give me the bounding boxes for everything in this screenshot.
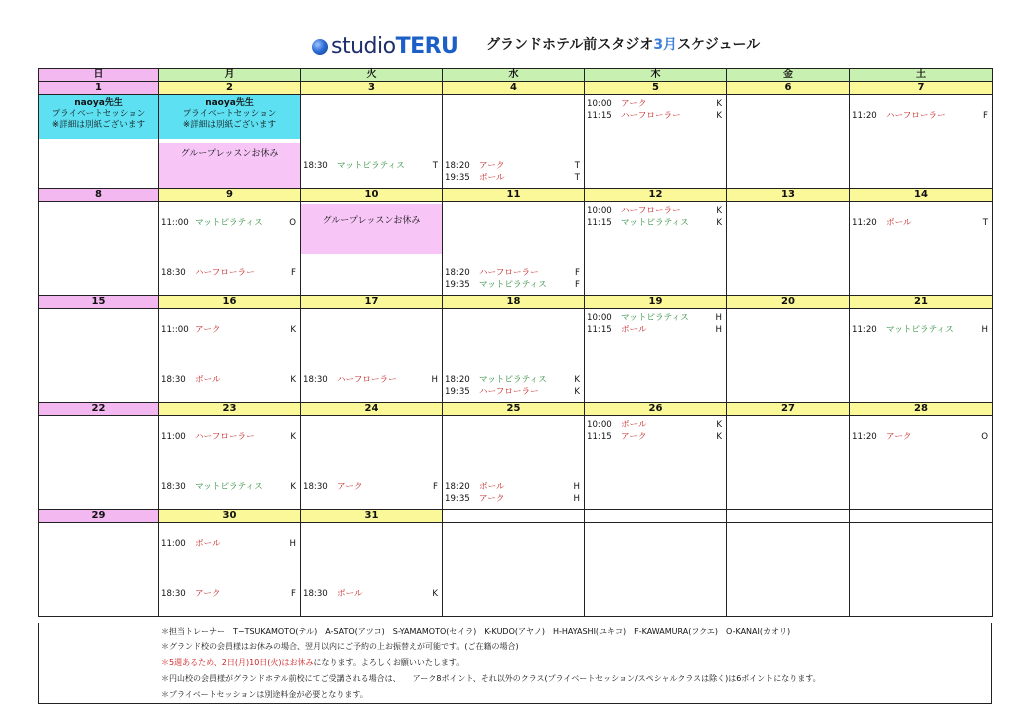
class-entry <box>587 432 722 443</box>
date-number: 22 <box>39 403 159 416</box>
day-cell <box>301 309 443 403</box>
note-private-fee: ＊プライベートセッションは別途料金が必要となります。 <box>161 690 368 699</box>
schedule-calendar <box>38 68 993 617</box>
instructor-code: F <box>433 482 438 492</box>
class-entry <box>445 375 580 386</box>
class-name: マットピラティス <box>621 218 689 228</box>
page-header <box>0 30 1024 66</box>
class-entry <box>303 482 438 493</box>
instructor-code: T <box>574 173 580 183</box>
instructor-code: K <box>290 375 296 385</box>
date-number: 26 <box>585 403 727 416</box>
class-entry <box>161 375 296 386</box>
class-entry <box>161 218 296 229</box>
class-time: 18:30 <box>161 375 186 385</box>
day-cell <box>443 416 585 510</box>
date-number: 3 <box>301 82 443 95</box>
day-cell <box>585 309 727 403</box>
date-number: 4 <box>443 82 585 95</box>
date-number: 1 <box>39 82 159 95</box>
private-session-line: プライベートセッション <box>182 109 277 119</box>
class-time: 11:20 <box>852 111 877 121</box>
instructor-code: K <box>574 375 580 385</box>
day-cell <box>443 202 585 296</box>
date-number: 16 <box>159 296 301 309</box>
class-entry <box>445 280 580 291</box>
class-time: 11:20 <box>852 218 877 228</box>
instructor-code: K <box>716 111 722 121</box>
day-cell <box>443 95 585 189</box>
instructor-code: H <box>431 375 438 385</box>
date-row <box>39 403 993 416</box>
class-entry <box>587 206 722 217</box>
date-number: 27 <box>727 403 850 416</box>
date-number: 11 <box>443 189 585 202</box>
instructor-code: K <box>716 218 722 228</box>
notes-section <box>38 623 992 704</box>
day-cell <box>39 309 159 403</box>
day-of-week-header: 日 <box>39 69 159 82</box>
class-entry <box>587 325 722 336</box>
class-entry <box>161 432 296 443</box>
day-cell <box>585 416 727 510</box>
day-cell <box>39 95 159 189</box>
group-lesson-closed-note: グループレッスンお休み <box>159 143 300 188</box>
class-time: 11::00 <box>161 325 189 335</box>
class-time: 18:20 <box>445 375 470 385</box>
class-time: 19:35 <box>445 494 470 504</box>
day-cell <box>585 523 727 617</box>
instructor-code: H <box>981 325 988 335</box>
day-cell <box>159 95 301 189</box>
class-time: 18:30 <box>303 375 328 385</box>
class-time: 18:30 <box>303 482 328 492</box>
class-time: 10:00 <box>587 206 612 216</box>
week-row <box>39 416 993 510</box>
class-entry <box>587 218 722 229</box>
date-number: 6 <box>727 82 850 95</box>
class-name: ハーフローラー <box>886 111 946 121</box>
day-of-week-header: 火 <box>301 69 443 82</box>
date-number: 9 <box>159 189 301 202</box>
day-of-week-header: 月 <box>159 69 301 82</box>
instructor-code: H <box>573 494 580 504</box>
class-entry <box>303 161 438 172</box>
class-name: マットピラティス <box>479 280 547 290</box>
date-row <box>39 296 993 309</box>
class-time: 18:30 <box>161 589 186 599</box>
day-cell <box>585 95 727 189</box>
date-number: 30 <box>159 510 301 523</box>
note-transfer: ＊グランド校の会員様はお休みの場合、翌月以内にご予約の上お振替えが可能です。(ご在籍の場合) <box>161 642 519 651</box>
class-time: 11:20 <box>852 325 877 335</box>
day-of-week-header: 木 <box>585 69 727 82</box>
date-number: 2 <box>159 82 301 95</box>
class-entry <box>303 589 438 600</box>
class-time: 18:20 <box>445 268 470 278</box>
logo-text: studioTERU <box>331 34 459 59</box>
class-entry <box>852 432 988 443</box>
instructor-code: F <box>291 589 296 599</box>
studio-logo <box>312 34 458 59</box>
class-entry <box>161 268 296 279</box>
date-number: 15 <box>39 296 159 309</box>
class-name: ボール <box>621 420 647 430</box>
class-time: 11:15 <box>587 111 612 121</box>
day-cell <box>301 523 443 617</box>
day-cell <box>39 523 159 617</box>
class-entry <box>303 375 438 386</box>
class-time: 11:15 <box>587 325 612 335</box>
date-number: 29 <box>39 510 159 523</box>
class-name: アーク <box>886 432 912 442</box>
class-entry <box>445 161 580 172</box>
class-name: ハーフローラー <box>621 111 681 121</box>
class-time: 18:30 <box>303 161 328 171</box>
date-number: 31 <box>301 510 443 523</box>
class-time: 11:00 <box>161 539 186 549</box>
date-number: 24 <box>301 403 443 416</box>
class-entry <box>161 482 296 493</box>
day-cell <box>727 95 850 189</box>
class-name: ボール <box>195 539 221 549</box>
class-entry <box>852 218 988 229</box>
class-name: アーク <box>621 99 647 109</box>
class-time: 19:35 <box>445 280 470 290</box>
instructor-code: H <box>715 313 722 323</box>
date-number: 20 <box>727 296 850 309</box>
private-session-line: ※詳細は別紙ございます <box>51 120 146 130</box>
class-time: 18:30 <box>161 482 186 492</box>
date-number: 7 <box>850 82 993 95</box>
day-cell <box>443 309 585 403</box>
class-name: アーク <box>195 589 221 599</box>
instructor-code: K <box>290 432 296 442</box>
class-time: 11::00 <box>161 218 189 228</box>
class-time: 11:15 <box>587 432 612 442</box>
class-name: アーク <box>195 325 221 335</box>
class-name: ボール <box>479 173 505 183</box>
week-row <box>39 95 993 189</box>
class-entry <box>587 111 722 122</box>
date-number: 12 <box>585 189 727 202</box>
class-name: ボール <box>337 589 363 599</box>
class-time: 11:00 <box>161 432 186 442</box>
date-number: 18 <box>443 296 585 309</box>
date-number: 28 <box>850 403 993 416</box>
class-name: アーク <box>621 432 647 442</box>
day-of-week-header: 金 <box>727 69 850 82</box>
day-cell <box>850 416 993 510</box>
instructor-code: F <box>291 268 296 278</box>
class-name: アーク <box>479 161 505 171</box>
instructor-code: K <box>716 99 722 109</box>
class-name: ハーフローラー <box>479 268 539 278</box>
date-number: 8 <box>39 189 159 202</box>
day-of-week-header: 土 <box>850 69 993 82</box>
class-entry <box>587 420 722 431</box>
note-holiday: ＊5週あるため、2日(月)10日(火)はお休みになります。よろしくお願いいたします。 <box>161 658 465 667</box>
day-cell <box>159 309 301 403</box>
group-lesson-closed-note: グループレッスンお休み <box>301 204 442 254</box>
day-cell <box>443 523 585 617</box>
class-entry <box>587 99 722 110</box>
class-time: 19:35 <box>445 387 470 397</box>
private-session-line: naoya先生 <box>74 98 123 108</box>
class-time: 11:20 <box>852 432 877 442</box>
class-entry <box>161 589 296 600</box>
day-cell <box>159 202 301 296</box>
class-entry <box>445 494 580 505</box>
class-time: 10:00 <box>587 313 612 323</box>
class-time: 11:15 <box>587 218 612 228</box>
day-cell <box>850 309 993 403</box>
page-title: グランドホテル前スタジオ3月スケジュール <box>486 37 761 53</box>
day-cell <box>39 416 159 510</box>
instructor-code: O <box>289 218 296 228</box>
class-entry <box>161 325 296 336</box>
class-entry <box>445 387 580 398</box>
date-number: 13 <box>727 189 850 202</box>
day-of-week-row <box>39 69 993 82</box>
class-name: マットピラティス <box>479 375 547 385</box>
day-cell <box>850 523 993 617</box>
class-name: ボール <box>479 482 505 492</box>
class-entry <box>852 325 988 336</box>
day-cell <box>301 202 443 296</box>
day-cell <box>301 416 443 510</box>
private-session-line: naoya先生 <box>205 98 254 108</box>
class-name: ハーフローラー <box>337 375 397 385</box>
note-points: ＊円山校の会員様がグランドホテル前校にてご受講される場合は、 アーク8ポイント、それ以外のクラス(プライベートセッション/スペシャルクラスは除く)は6ポイントになります。 <box>161 674 821 683</box>
instructor-code: K <box>290 482 296 492</box>
class-entry <box>445 173 580 184</box>
date-number: 5 <box>585 82 727 95</box>
date-row <box>39 510 993 523</box>
instructor-code: K <box>716 206 722 216</box>
private-session-line: ※詳細は別紙ございます <box>182 120 277 130</box>
class-time: 10:00 <box>587 99 612 109</box>
private-session-note <box>39 95 158 139</box>
note-trainers: ＊担当トレーナー T−TSUKAMOTO(テル) A-SATO(アツコ) S-YAMAMOTO(セイラ) K-KUDO(アヤノ) H-HAYASHI(ユキコ) F-KAWAMURA(フクエ) O-KANAI(カオリ) <box>161 627 791 636</box>
class-entry <box>445 268 580 279</box>
private-session-note <box>159 95 300 139</box>
class-name: ハーフローラー <box>479 387 539 397</box>
week-row <box>39 523 993 617</box>
class-name: マットピラティス <box>621 313 689 323</box>
instructor-code: T <box>574 161 580 171</box>
instructor-code: K <box>432 589 438 599</box>
class-time: 19:35 <box>445 173 470 183</box>
date-number: 14 <box>850 189 993 202</box>
class-entry <box>852 111 988 122</box>
class-entry <box>445 482 580 493</box>
day-cell <box>301 95 443 189</box>
instructor-code: O <box>981 432 988 442</box>
day-cell <box>585 202 727 296</box>
day-cell <box>850 95 993 189</box>
instructor-code: F <box>983 111 988 121</box>
date-number <box>585 510 727 523</box>
day-cell <box>159 416 301 510</box>
date-number <box>850 510 993 523</box>
instructor-code: K <box>716 420 722 430</box>
date-number: 17 <box>301 296 443 309</box>
date-number: 23 <box>159 403 301 416</box>
class-name: ハーフローラー <box>195 432 255 442</box>
instructor-code: K <box>716 432 722 442</box>
class-name: マットピラティス <box>195 482 263 492</box>
date-number: 10 <box>301 189 443 202</box>
day-cell <box>727 309 850 403</box>
class-time: 18:20 <box>445 482 470 492</box>
class-name: マットピラティス <box>195 218 263 228</box>
day-cell <box>727 416 850 510</box>
class-time: 10:00 <box>587 420 612 430</box>
date-row <box>39 82 993 95</box>
class-entry <box>161 539 296 550</box>
class-name: マットピラティス <box>337 161 405 171</box>
instructor-code: H <box>715 325 722 335</box>
class-time: 18:30 <box>161 268 186 278</box>
date-number: 19 <box>585 296 727 309</box>
logo-circle-icon <box>312 39 328 55</box>
class-entry <box>587 313 722 324</box>
date-number <box>727 510 850 523</box>
day-of-week-header: 水 <box>443 69 585 82</box>
instructor-code: H <box>289 539 296 549</box>
class-name: ボール <box>886 218 912 228</box>
day-cell <box>159 523 301 617</box>
class-name: アーク <box>337 482 363 492</box>
class-name: マットピラティス <box>886 325 954 335</box>
instructor-code: F <box>575 280 580 290</box>
day-cell <box>39 202 159 296</box>
date-number <box>443 510 585 523</box>
week-row <box>39 202 993 296</box>
day-cell <box>727 202 850 296</box>
private-session-line: プライベートセッション <box>51 109 146 119</box>
date-number: 21 <box>850 296 993 309</box>
class-time: 18:30 <box>303 589 328 599</box>
date-number: 25 <box>443 403 585 416</box>
instructor-code: H <box>573 482 580 492</box>
class-time: 18:20 <box>445 161 470 171</box>
instructor-code: K <box>290 325 296 335</box>
instructor-code: T <box>432 161 438 171</box>
date-row <box>39 189 993 202</box>
class-name: ハーフローラー <box>621 206 681 216</box>
week-row <box>39 309 993 403</box>
instructor-code: K <box>574 387 580 397</box>
instructor-code: T <box>982 218 988 228</box>
day-cell <box>727 523 850 617</box>
class-name: アーク <box>479 494 505 504</box>
class-name: ハーフローラー <box>195 268 255 278</box>
class-name: ボール <box>195 375 221 385</box>
class-name: ボール <box>621 325 647 335</box>
instructor-code: F <box>575 268 580 278</box>
day-cell <box>850 202 993 296</box>
